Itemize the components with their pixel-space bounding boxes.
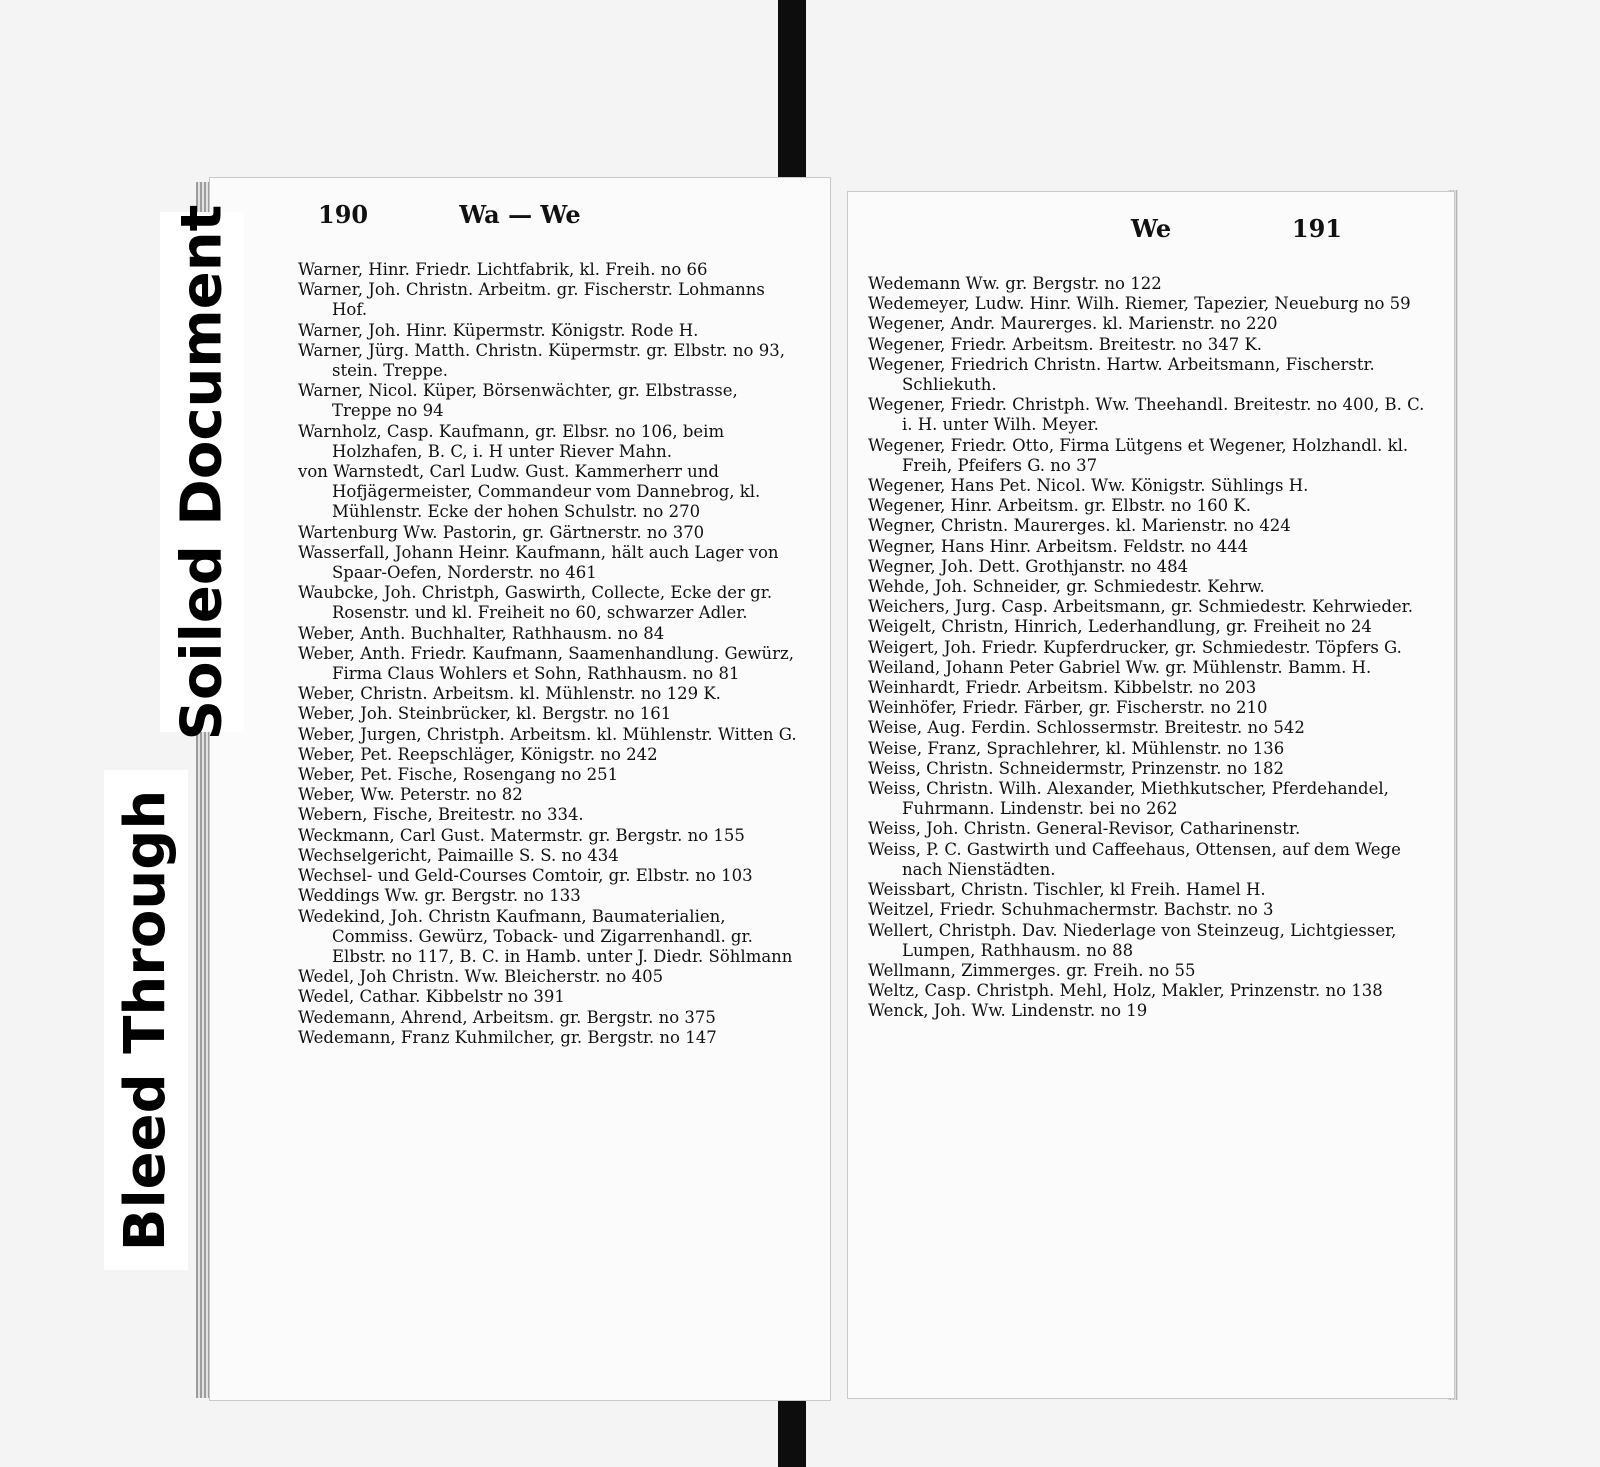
directory-entry: Wartenburg Ww. Pastorin, gr. Gärtnerstr. no 370 bbox=[298, 522, 705, 542]
directory-entry: Weber, Pet. Fische, Rosengang no 251 bbox=[298, 765, 619, 785]
directory-entry: Wenck, Joh. Ww. Lindenstr. no 19 bbox=[868, 1001, 1148, 1021]
directory-entry: Weiss, Joh. Christn. General-Revisor, Catharinenstr. bbox=[868, 819, 1301, 839]
directory-entry: Waubcke, Joh. Christph, Gaswirth, Collecte, Ecke der gr. Rosenstr. und kl. Freiheit no 60, schwarzer Adler. bbox=[298, 583, 773, 623]
directory-entry: Weltz, Casp. Christph. Mehl, Holz, Makler, Prinzenstr. no 138 bbox=[868, 981, 1383, 1001]
directory-entry: Wegner, Hans Hinr. Arbeitsm. Feldstr. no 444 bbox=[868, 536, 1249, 556]
directory-entry: Weiss, P. C. Gastwirth und Caffeehaus, Ottensen, auf dem Wege nach Nienstädten. bbox=[868, 839, 1401, 879]
directory-entry: Wegner, Christn. Maurerges. kl. Marienstr. no 424 bbox=[868, 516, 1291, 536]
running-head bbox=[848, 214, 1454, 254]
page-number: 190 bbox=[318, 200, 369, 229]
right-page bbox=[848, 192, 1454, 1398]
directory-entry: Weber, Ww. Peterstr. no 82 bbox=[298, 785, 523, 805]
directory-entry: Weinhöfer, Friedr. Färber, gr. Fischerstr. no 210 bbox=[868, 698, 1268, 718]
directory-entry: Weber, Joh. Steinbrücker, kl. Bergstr. no 161 bbox=[298, 704, 672, 724]
directory-entry: Weiland, Johann Peter Gabriel Ww. gr. Mühlenstr. Bamm. H. bbox=[868, 657, 1372, 677]
directory-entry: Wedemann, Ahrend, Arbeitsm. gr. Bergstr. no 375 bbox=[298, 1007, 716, 1027]
directory-entry: Warner, Hinr. Friedr. Lichtfabrik, kl. Freih. no 66 bbox=[298, 260, 708, 279]
directory-entry: Wedemeyer, Ludw. Hinr. Wilh. Riemer, Tapezier, Neueburg no 59 bbox=[868, 294, 1411, 314]
directory-entry: Wegener, Friedr. Otto, Firma Lütgens et Wegener, Holzhandl. kl. Freih, Pfeifers G. no 37 bbox=[868, 435, 1409, 475]
directory-entry: Warner, Joh. Hinr. Küpermstr. Königstr. Rode H. bbox=[298, 320, 699, 340]
directory-entry: Warner, Nicol. Küper, Börsenwächter, gr. Elbstrasse, Treppe no 94 bbox=[298, 381, 738, 421]
directory-entry: Wegener, Friedrich Christn. Hartw. Arbeitsmann, Fischerstr. Schliekuth. bbox=[868, 354, 1375, 395]
bleed-through-label bbox=[104, 770, 188, 1270]
left-page bbox=[210, 178, 830, 1400]
soiled-document-label bbox=[160, 204, 244, 740]
directory-entry: Weise, Aug. Ferdin. Schlossermstr. Breitestr. no 542 bbox=[868, 718, 1305, 738]
directory-entry: Weinhardt, Friedr. Arbeitsm. Kibbelstr. no 203 bbox=[868, 678, 1257, 698]
directory-entry: von Warnstedt, Carl Ludw. Gust. Kammerherr und Hofjägermeister, Commandeur vom Dannebrog, kl. Mühlenstr. Ecke der hohen Schulstr. no 270 bbox=[298, 462, 761, 522]
directory-entry: Weber, Anth. Buchhalter, Rathhausm. no 84 bbox=[298, 623, 665, 643]
directory-entry: Weise, Franz, Sprachlehrer, kl. Mühlenstr. no 136 bbox=[868, 738, 1285, 758]
directory-entry: Wedekind, Joh. Christn Kaufmann, Baumaterialien, Commiss. Gewürz, Toback- und Zigarrenhandl. gr. Elbstr. no 117, B. C. in Hamb. unter J. Diedr. Söhlmann bbox=[298, 906, 793, 966]
directory-entry: Weber, Christn. Arbeitsm. kl. Mühlenstr. no 129 K. bbox=[298, 684, 721, 704]
directory-entry: Warner, Joh. Christn. Arbeitm. gr. Fischerstr. Lohmanns Hof. bbox=[298, 280, 765, 320]
directory-entry: Weckmann, Carl Gust. Matermstr. gr. Bergstr. no 155 bbox=[298, 825, 745, 845]
directory-entry: Weigert, Joh. Friedr. Kupferdrucker, gr. Schmiedestr. Töpfers G. bbox=[868, 637, 1402, 657]
directory-entry: Wedel, Joh Christn. Ww. Bleicherstr. no 405 bbox=[298, 967, 664, 987]
entry-list bbox=[298, 260, 800, 1048]
directory-entry: Wedemann, Franz Kuhmilcher, gr. Bergstr. no 147 bbox=[298, 1027, 717, 1047]
entry-list bbox=[868, 274, 1434, 1022]
directory-entry: Wechsel- und Geld-Courses Comtoir, gr. Elbstr. no 103 bbox=[298, 866, 753, 886]
directory-entry: Weber, Pet. Reepschläger, Königstr. no 242 bbox=[298, 744, 658, 764]
running-head-title: Wa — We bbox=[459, 200, 581, 229]
directory-entry: Wasserfall, Johann Heinr. Kaufmann, hält auch Lager von Spaar-Oefen, Norderstr. no 461 bbox=[298, 542, 779, 583]
running-head-title: We bbox=[1130, 214, 1172, 243]
directory-entry: Weber, Anth. Friedr. Kaufmann, Saamenhandlung. Gewürz, Firma Claus Wohlers et Sohn, Rathhausm. no 81 bbox=[298, 643, 794, 684]
directory-entry: Warner, Jürg. Matth. Christn. Küpermstr. gr. Elbstr. no 93, stein. Treppe. bbox=[298, 340, 785, 381]
directory-entry: Wegener, Andr. Maurerges. kl. Marienstr. no 220 bbox=[868, 314, 1278, 334]
directory-entry: Weiss, Christn. Schneidermstr, Prinzenstr. no 182 bbox=[868, 758, 1285, 778]
directory-entry: Weissbart, Christn. Tischler, kl Freih. Hamel H. bbox=[868, 880, 1266, 900]
directory-entry: Wegener, Hinr. Arbeitsm. gr. Elbstr. no 160 K. bbox=[868, 496, 1251, 516]
bleed-through-label-text: Bleed Through bbox=[113, 789, 179, 1251]
directory-entry: Weigelt, Christn, Hinrich, Lederhandlung, gr. Freiheit no 24 bbox=[868, 617, 1372, 637]
directory-entry: Wegener, Hans Pet. Nicol. Ww. Königstr. Sühlings H. bbox=[868, 476, 1309, 496]
directory-entry: Wegner, Joh. Dett. Grothjanstr. no 484 bbox=[868, 556, 1189, 576]
directory-entry: Wechselgericht, Paimaille S. S. no 434 bbox=[298, 845, 619, 865]
directory-entry: Wehde, Joh. Schneider, gr. Schmiedestr. Kehrw. bbox=[868, 577, 1265, 597]
directory-entry: Wellert, Christph. Dav. Niederlage von Steinzeug, Lichtgiesser, Lumpen, Rathhausm. no 88 bbox=[868, 920, 1397, 960]
page-number: 191 bbox=[1291, 214, 1342, 243]
directory-entry: Wedemann Ww. gr. Bergstr. no 122 bbox=[868, 274, 1162, 293]
directory-entry: Webern, Fische, Breitestr. no 334. bbox=[298, 805, 584, 825]
running-head bbox=[210, 200, 830, 240]
directory-entry: Weber, Jurgen, Christph. Arbeitsm. kl. Mühlenstr. Witten G. bbox=[298, 724, 797, 744]
directory-entry: Weddings Ww. gr. Bergstr. no 133 bbox=[298, 886, 581, 906]
soiled-document-label-text: Soiled Document bbox=[169, 204, 235, 740]
directory-entry: Weichers, Jurg. Casp. Arbeitsmann, gr. Schmiedestr. Kehrwieder. bbox=[868, 597, 1413, 617]
directory-entry: Wellmann, Zimmerges. gr. Freih. no 55 bbox=[868, 960, 1196, 980]
directory-entry: Warnholz, Casp. Kaufmann, gr. Elbsr. no 106, beim Holzhafen, B. C, i. H unter Riever Mahn. bbox=[298, 421, 725, 461]
directory-entry: Wegener, Friedr. Christph. Ww. Theehandl. Breitestr. no 400, B. C. i. H. unter Wilh. Meyer. bbox=[868, 395, 1425, 435]
directory-entry: Wedel, Cathar. Kibbelstr no 391 bbox=[298, 987, 565, 1007]
directory-entry: Weiss, Christn. Wilh. Alexander, Miethkutscher, Pferdehandel, Fuhrmann. Lindenstr. bei no 262 bbox=[868, 779, 1389, 819]
directory-entry: Wegener, Friedr. Arbeitsm. Breitestr. no 347 K. bbox=[868, 334, 1263, 354]
directory-entry: Weitzel, Friedr. Schuhmachermstr. Bachstr. no 3 bbox=[868, 900, 1274, 920]
